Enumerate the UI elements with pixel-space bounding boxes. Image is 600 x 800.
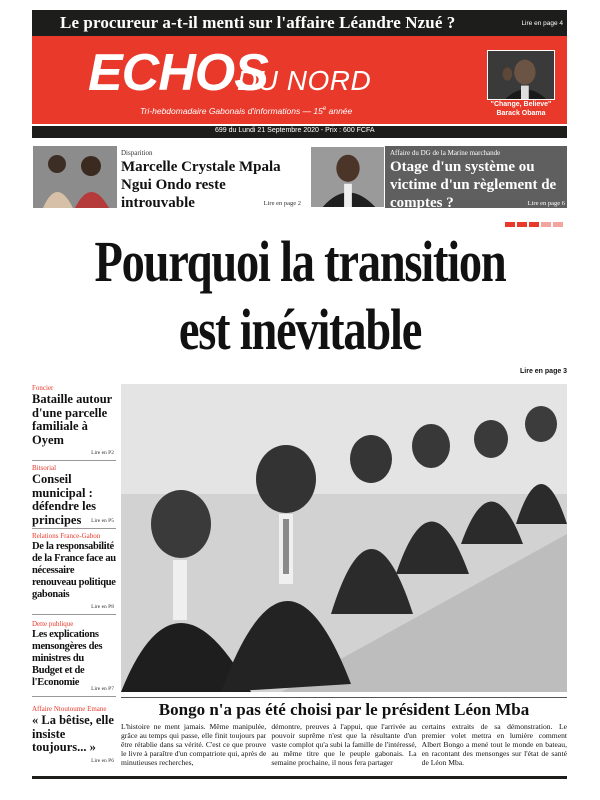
teaser-disparition-photo [33, 146, 117, 208]
obama-name: Barack Obama [496, 110, 546, 117]
left-item-ref: Lire en P5 [91, 518, 114, 524]
left-item-title[interactable]: Conseil municipal : défendre les principes [32, 472, 96, 527]
main-headline-line-2: est inévitable [178, 297, 422, 362]
obama-quote: "Change, Believe" [490, 101, 552, 108]
masthead-tagline: Tri-hebdomadaire Gabonais d'informations — 15e année [140, 106, 353, 116]
bottom-story-col-2: démontre, preuves à l'appui, que l'arrivée au pouvoir suprême n'est que la résultante d'un vaste complot qu'a subi la famille de l'intéressé, au même titre que le peuple gabonais. La semaine prochaine, il nous fera partager [271, 722, 417, 767]
teaser-kicker: Disparition [121, 149, 153, 157]
teaser-marine-photo [310, 146, 385, 208]
divider [32, 460, 116, 461]
left-item-ntoutoume[interactable] [32, 705, 116, 755]
top-teaser-bar[interactable] [32, 10, 567, 36]
left-item-kicker: Affaire Ntoutoume Emane [32, 705, 107, 713]
bottom-story-col-3: certains extraits de sa démonstration. Le premier volet mettra en lumière comment Albert Bongo a mené tout le monde en bateau, en racontant des mensonges sur l'état de santé de Léon Mba. [421, 722, 567, 767]
left-item-ref: Lire en P8 [91, 604, 114, 610]
decorative-separator [505, 222, 563, 227]
obama-portrait-image [487, 50, 555, 100]
main-photo-meeting [121, 384, 567, 692]
left-item-title[interactable]: « La bêtise, elle insiste toujours... » [32, 713, 114, 754]
divider [32, 696, 116, 697]
teaser-disparition[interactable] [33, 146, 303, 211]
left-item-dette-publique[interactable] [32, 620, 116, 689]
left-item-france-gabon[interactable] [32, 532, 116, 601]
main-headline-line-1: Pourquoi la transition [94, 229, 506, 294]
issue-date-price: 699 du Lundi 21 Septembre 2020 - Prix : 600 FCFA [215, 127, 375, 134]
main-headline[interactable] [60, 228, 540, 364]
footer-rule [32, 776, 567, 779]
bottom-story-body [121, 722, 567, 770]
bottom-story-headline[interactable]: Bongo n'a pas été choisi par le président Léon Mba [158, 700, 530, 719]
bottom-story-col-1: L'histoire ne ment jamais. Même manipulée, grâce au temps qui passe, elle finit toujours par être rétablie dans sa vérité. C'est ce que prouve le livre à paraître d'un compatriote qui, après de minutieuses recherches, [121, 722, 267, 767]
left-item-kicker: Dette publique [32, 620, 74, 628]
teaser-title[interactable]: Otage d'un système ou victime d'un règlement de comptes ? [390, 159, 557, 211]
left-item-foncier[interactable] [32, 384, 116, 447]
main-page-ref: Lire en page 3 [520, 368, 568, 375]
left-item-title[interactable]: Bataille autour d'une parcelle familiale à Oyem [32, 392, 112, 447]
left-item-title[interactable]: Les explications mensongères des ministres du Budget et de l'Economie [32, 629, 103, 688]
teaser-page-ref: Lire en page 6 [527, 200, 565, 207]
divider [32, 528, 116, 529]
divider [121, 697, 567, 698]
left-item-kicker: Relations France-Gabon [32, 532, 101, 540]
masthead [32, 36, 567, 124]
left-item-ref: Lire en P2 [91, 450, 114, 456]
left-item-kicker: Bitsorial [32, 464, 57, 472]
logo-echos[interactable]: ECHOS [88, 44, 268, 102]
logo-du-nord[interactable]: DU NORD [237, 65, 372, 96]
left-item-kicker: Foncier [32, 384, 54, 392]
teaser-marine-marchande[interactable] [310, 146, 567, 211]
issue-info-bar [32, 126, 567, 138]
top-teaser-headline[interactable]: Le procureur a-t-il menti sur l'affaire Léandre Nzué ? [60, 13, 456, 32]
teaser-page-ref: Lire en page 2 [263, 200, 301, 207]
left-item-ref: Lire en P7 [91, 686, 114, 692]
teaser-title[interactable]: Marcelle Crystale Mpala Ngui Ondo reste introuvable [121, 159, 281, 211]
left-column [32, 380, 116, 775]
teaser-kicker: Affaire du DG de la Marine marchande [390, 149, 501, 157]
top-teaser-page-ref: Lire en page 4 [521, 20, 563, 27]
left-item-title[interactable]: De la responsabilité de la France face au nécessaire renouveau politique gabonais [32, 541, 116, 600]
left-item-ref: Lire en P6 [91, 758, 114, 764]
divider [32, 614, 116, 615]
